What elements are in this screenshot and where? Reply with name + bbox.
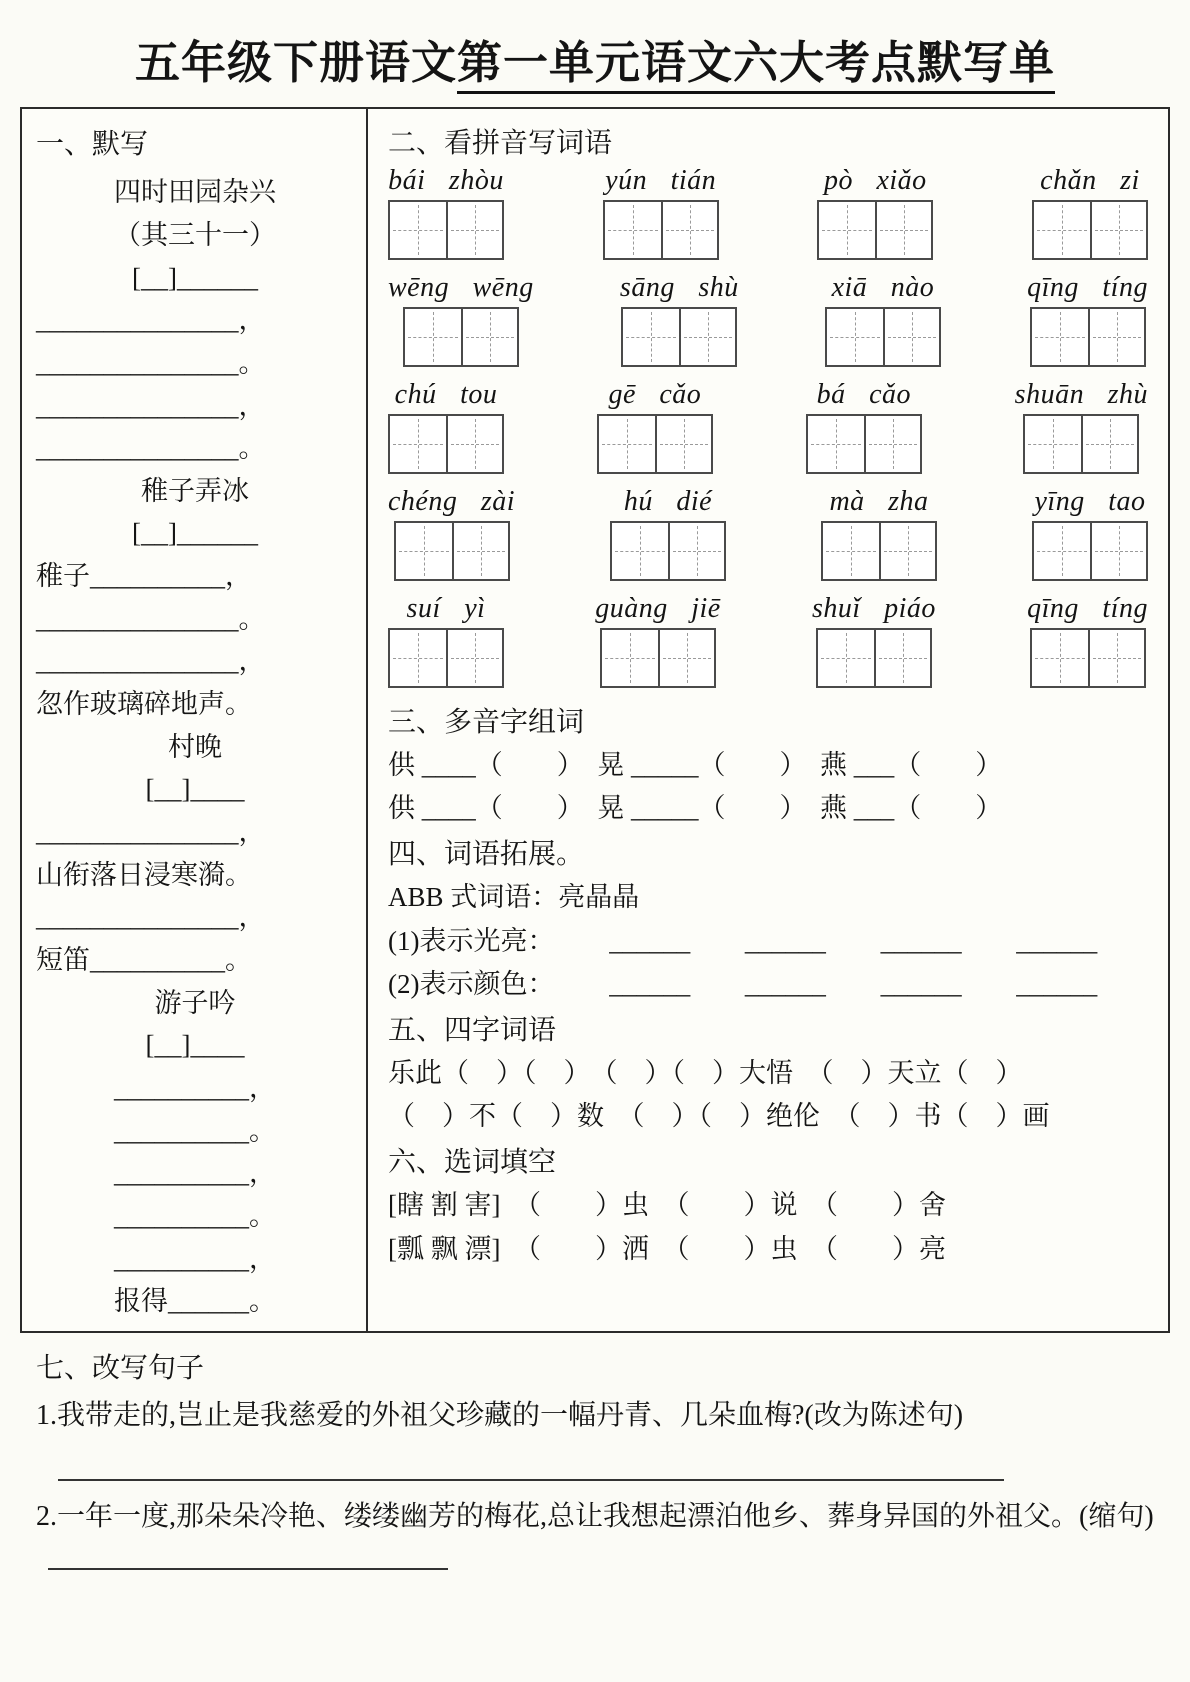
grid-cell: [390, 416, 446, 472]
blank-line: ______: [880, 925, 962, 956]
writing-grid: [597, 414, 713, 474]
grid-cell: [599, 416, 655, 472]
poem-line: _______________，: [36, 305, 266, 336]
pinyin-label: chǎn zi: [1040, 165, 1140, 196]
pinyin-row: [388, 272, 1148, 367]
grid-cell: [819, 202, 875, 258]
pinyin-row: [388, 593, 1148, 688]
grid-cell: [396, 523, 452, 579]
writing-grid: [821, 521, 937, 581]
rewrite-section: [20, 1333, 1170, 1585]
pinyin-word-group: [610, 486, 726, 581]
writing-grid: [388, 628, 504, 688]
page-title: [20, 26, 1170, 91]
pinyin-word-group: [1027, 593, 1148, 688]
grid-cell: [1034, 523, 1090, 579]
pinyin-label: bá cǎo: [816, 379, 911, 410]
grid-cell: [1090, 202, 1146, 258]
grid-cell: [623, 309, 679, 365]
abb-example: ABB 式词语：亮晶晶: [388, 882, 640, 913]
pinyin-label: wēng wēng: [388, 272, 534, 303]
pinyin-label: mà zha: [829, 486, 929, 517]
right-column: [368, 109, 1168, 1331]
pinyin-word-group: [817, 165, 933, 260]
pinyin-word-group: [1027, 272, 1148, 367]
expand-light-row: [388, 920, 1152, 963]
pinyin-label: guàng jiē: [595, 593, 721, 624]
pinyin-label: pò xiǎo: [823, 165, 927, 196]
pinyin-label: suí yì: [406, 593, 486, 624]
grid-cell: [452, 523, 508, 579]
pinyin-word-group: [806, 379, 922, 474]
blank-group: [554, 963, 1152, 1006]
pinyin-word-group: [620, 272, 739, 367]
pinyin-label: yún tián: [605, 165, 717, 196]
grid-cell: [668, 523, 724, 579]
four-char-line: 乐此（ ）（ ） （ ）（ ）大悟 （ ）天立（ ）: [388, 1057, 1023, 1088]
writing-grid: [1030, 628, 1146, 688]
blank-line: ______: [880, 968, 962, 999]
blank-line: ______: [744, 925, 826, 956]
poem-title: 四时田园杂兴: [114, 177, 276, 208]
poem-line: 忽作玻璃碎地声。: [36, 689, 252, 720]
choose-word-line: [瓢 飘 漂] （ ）洒 （ ）虫 （ ）亮: [388, 1233, 946, 1264]
grid-cell: [1034, 202, 1090, 258]
writing-grid: [621, 307, 737, 367]
rewrite-item-2-text: 2.一年一度,那朵朵冷艳、缕缕幽芳的梅花,总让我想起漂泊他乡、葬身异国的外祖父。(缩句): [36, 1501, 1154, 1533]
grid-cell: [1088, 630, 1144, 686]
grid-cell: [818, 630, 874, 686]
grid-cell: [605, 202, 661, 258]
poem-line: _______________，: [36, 902, 266, 933]
poem-line: __________，: [114, 1073, 276, 1104]
pinyin-row: [388, 379, 1148, 474]
pinyin-label: hú dié: [623, 486, 713, 517]
choose-word-line: [瞎 割 害] （ ）虫 （ ）说 （ ）舍: [388, 1190, 946, 1221]
writing-grid: [817, 200, 933, 260]
pinyin-word-group: [388, 165, 504, 260]
poem-line: 短笛__________。: [36, 945, 252, 976]
grid-cell: [1032, 630, 1088, 686]
grid-cell: [879, 523, 935, 579]
poem-line: 稚子__________，: [36, 561, 252, 592]
answer-blank-line: [58, 1443, 1004, 1481]
writing-grid: [603, 200, 719, 260]
writing-grid: [1032, 521, 1148, 581]
writing-grid: [816, 628, 932, 688]
title-plain: 五年级下册语文: [134, 38, 457, 88]
writing-grid: [388, 200, 504, 260]
grid-cell: [405, 309, 461, 365]
grid-cell: [1025, 416, 1081, 472]
poem-line: _______________，: [36, 817, 266, 848]
duoyin-line: 供 ____（ ） 晃 _____（ ） 燕 ___（ ）: [388, 793, 1003, 824]
section-5-heading: 五、四字词语: [388, 1014, 557, 1046]
section-7-heading: 七、改写句子: [36, 1352, 205, 1384]
poem-line: _______________。: [36, 603, 266, 634]
grid-cell: [864, 416, 920, 472]
poem-line: __________。: [114, 1200, 276, 1231]
grid-cell: [446, 416, 502, 472]
grid-cell: [655, 416, 711, 472]
author-blank: [__]____: [145, 1030, 245, 1061]
pinyin-label: qīng tíng: [1027, 593, 1148, 624]
grid-cell: [390, 202, 446, 258]
writing-grid: [610, 521, 726, 581]
rewrite-item-1: 1.我带走的,岂止是我慈爱的外祖父珍藏的一幅丹青、几朵血梅?(改为陈述句): [36, 1400, 964, 1432]
title-underlined: 第一单元语文六大考点默写单: [457, 38, 1055, 94]
grid-cell: [679, 309, 735, 365]
poem-line: 报得______。: [114, 1286, 276, 1317]
poem-title: 游子吟: [154, 987, 236, 1018]
writing-grid: [1030, 307, 1146, 367]
blank-line: ______: [1016, 968, 1098, 999]
author-blank: [__]______: [132, 518, 258, 549]
grid-cell: [827, 309, 883, 365]
section-2-heading: 二、看拼音写词语: [388, 128, 613, 159]
grid-cell: [823, 523, 879, 579]
expand-color-label: (2)表示颜色：: [388, 968, 555, 999]
pinyin-word-group: [812, 593, 936, 688]
grid-cell: [883, 309, 939, 365]
writing-grid: [388, 414, 504, 474]
grid-cell: [661, 202, 717, 258]
expand-color-row: [388, 963, 1152, 1006]
poem-line: _______________。: [36, 347, 266, 378]
section-1-heading: 一、默写: [36, 129, 149, 160]
grid-cell: [1032, 309, 1088, 365]
poem-line: __________，: [114, 1243, 276, 1274]
pinyin-label: gē cǎo: [608, 379, 702, 410]
pinyin-row: [388, 486, 1148, 581]
grid-cell: [658, 630, 714, 686]
pinyin-label: shuān zhù: [1014, 379, 1148, 410]
section-6-heading: 六、选词填空: [388, 1147, 557, 1179]
pinyin-label: qīng tíng: [1027, 272, 1148, 303]
pinyin-label: chéng zài: [388, 486, 516, 517]
pinyin-word-group: [388, 379, 504, 474]
pinyin-word-group: [1032, 165, 1148, 260]
blank-group: [554, 920, 1152, 963]
expand-light-label: (1)表示光亮：: [388, 925, 555, 956]
writing-grid: [403, 307, 519, 367]
grid-cell: [1090, 523, 1146, 579]
grid-cell: [612, 523, 668, 579]
blank-line: ______: [609, 925, 691, 956]
grid-cell: [1081, 416, 1137, 472]
pinyin-word-group: [388, 593, 504, 688]
pinyin-word-group: [1032, 486, 1148, 581]
grid-cell: [446, 202, 502, 258]
grid-cell: [446, 630, 502, 686]
pinyin-word-group: [597, 379, 713, 474]
pinyin-word-group: [825, 272, 941, 367]
pinyin-word-group: [595, 593, 721, 688]
pinyin-label: shuǐ piáo: [811, 593, 936, 624]
poem-line: _______________，: [36, 390, 266, 421]
pinyin-label: xiā nào: [831, 272, 935, 303]
pinyin-row: [388, 165, 1148, 260]
poem-title: 稚子弄冰: [141, 475, 249, 506]
dictation-section: [22, 109, 368, 1331]
worksheet-body: [20, 107, 1170, 1333]
answer-blank-inline: [48, 1542, 448, 1570]
poem-line: _______________。: [36, 433, 266, 464]
rewrite-item-2: [36, 1495, 1154, 1585]
pinyin-label: sāng shù: [619, 272, 739, 303]
grid-cell: [1088, 309, 1144, 365]
author-blank: [__]____: [145, 774, 245, 805]
grid-cell: [874, 630, 930, 686]
blank-line: ______: [744, 968, 826, 999]
pinyin-word-group: [388, 272, 534, 367]
pinyin-word-group: [1015, 379, 1148, 474]
author-blank: [__]______: [132, 262, 258, 293]
blank-line: ______: [609, 968, 691, 999]
writing-grid: [1023, 414, 1139, 474]
writing-grid: [1032, 200, 1148, 260]
grid-cell: [602, 630, 658, 686]
section-3-heading: 三、多音字组词: [388, 707, 585, 738]
grid-cell: [875, 202, 931, 258]
grid-cell: [461, 309, 517, 365]
writing-grid: [806, 414, 922, 474]
poem-line: __________，: [114, 1158, 276, 1189]
poem-title: 村晚: [168, 731, 222, 762]
pinyin-label: yīng tao: [1034, 486, 1146, 517]
duoyin-line: 供 ____（ ） 晃 _____（ ） 燕 ___（ ）: [388, 750, 1003, 780]
poem-subtitle: （其三十一）: [114, 219, 276, 250]
pinyin-word-group: [821, 486, 937, 581]
four-char-line: （ ）不（ ）数 （ ）（ ）绝伦 （ ）书（ ）画: [388, 1101, 1050, 1132]
pinyin-word-group: [388, 486, 515, 581]
poem-line: 山衔落日浸寒漪。: [36, 859, 252, 890]
blank-line: ______: [1016, 925, 1098, 956]
writing-grid: [600, 628, 716, 688]
section-4-heading: 四、词语拓展。: [388, 839, 585, 871]
writing-grid: [394, 521, 510, 581]
poem-line: _______________，: [36, 646, 266, 677]
grid-cell: [390, 630, 446, 686]
grid-cell: [808, 416, 864, 472]
writing-grid: [825, 307, 941, 367]
pinyin-label: chú tou: [394, 379, 498, 410]
pinyin-label: bái zhòu: [388, 165, 504, 196]
pinyin-word-group: [603, 165, 719, 260]
poem-line: __________。: [114, 1115, 276, 1146]
